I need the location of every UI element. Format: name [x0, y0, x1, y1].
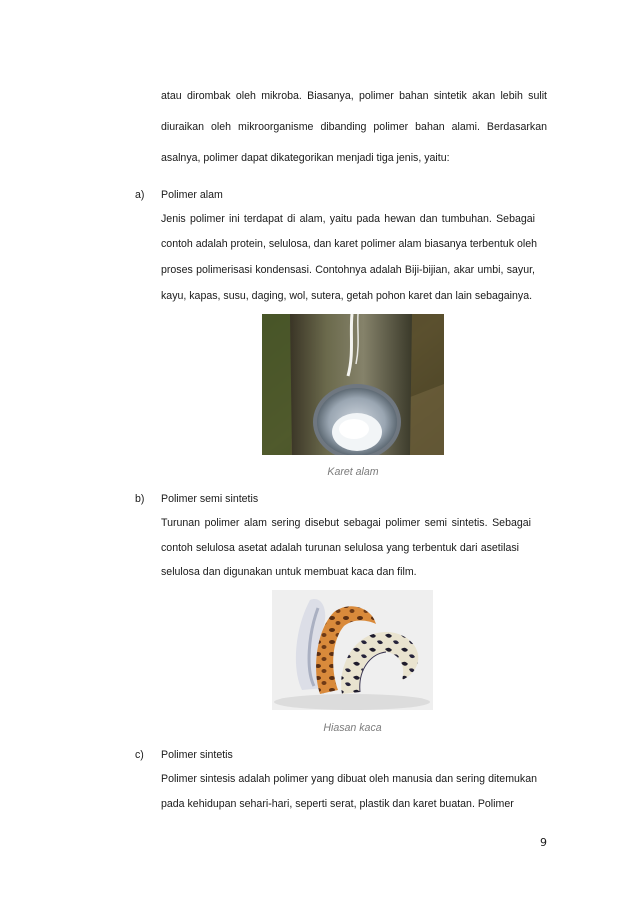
page-number: 9: [540, 836, 547, 849]
section-a-line-2: contoh adalah protein, selulosa, dan karet polimer alam biasanya terbentuk oleh: [161, 238, 537, 250]
section-b-line-1: Turunan polimer alam sering disebut sebagai polimer semi sintetis. Sebagai: [161, 517, 531, 529]
section-c-heading: Polimer sintetis: [161, 749, 233, 761]
section-b-heading: Polimer semi sintetis: [161, 493, 259, 505]
section-c-line-2: pada kehidupan sehari-hari, seperti serat, plastik dan karet buatan. Polimer: [161, 798, 514, 810]
section-b-line-2: contoh selulosa asetat adalah turunan selulosa yang terbentuk dari asetilasi: [161, 542, 519, 554]
section-a-marker: a): [135, 189, 145, 201]
rubber-tapping-illustration: [262, 314, 444, 455]
intro-line-2: diuraikan oleh mikroorganisme dibanding polimer bahan alami. Berdasarkan: [161, 121, 547, 133]
section-c-marker: c): [135, 749, 144, 761]
section-b-marker: b): [135, 493, 145, 505]
section-a-heading: Polimer alam: [161, 189, 223, 201]
bracelet-illustration: [272, 590, 433, 710]
section-c-line-1: Polimer sintesis adalah polimer yang dibuat oleh manusia dan sering ditemukan: [161, 773, 537, 785]
section-a-line-4: kayu, kapas, susu, daging, wol, sutera, getah pohon karet dan lain sebagainya.: [161, 290, 533, 302]
section-b-line-3: selulosa dan digunakan untuk membuat kaca dan film.: [161, 566, 417, 578]
section-a-line-1: Jenis polimer ini terdapat di alam, yaitu pada hewan dan tumbuhan. Sebagai: [161, 213, 535, 225]
bracelet-photo: [272, 590, 433, 710]
intro-line-3: asalnya, polimer dapat dikategorikan menjadi tiga jenis, yaitu:: [161, 152, 450, 164]
figure-caption-karet-alam: Karet alam: [327, 466, 379, 478]
section-a-line-3: proses polimerisasi kondensasi. Contohnya adalah Biji-bijian, akar umbi, sayur,: [161, 264, 535, 276]
rubber-tapping-photo: [262, 314, 444, 455]
intro-line-1: atau dirombak oleh mikroba. Biasanya, polimer bahan sintetik akan lebih sulit: [161, 90, 547, 102]
figure-caption-hiasan-kaca: Hiasan kaca: [323, 722, 382, 734]
